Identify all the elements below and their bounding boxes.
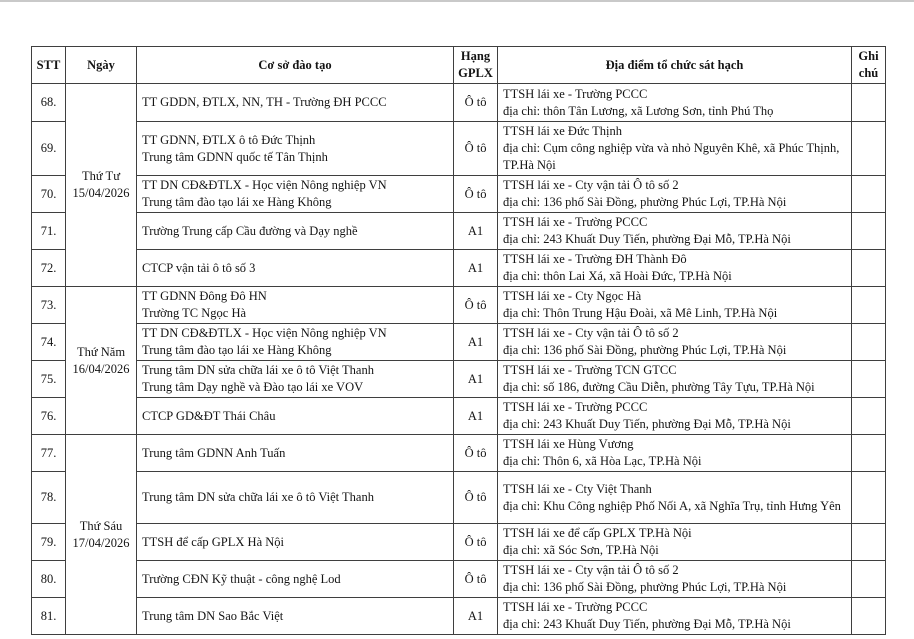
exam-site-cell — [498, 176, 852, 213]
exam-center-address: địa chỉ: 136 phố Sài Đồng, phường Phúc Lợi, TP.Hà Nội — [503, 195, 787, 209]
license-class-cell: A1 — [454, 398, 498, 435]
stt-cell: 68. — [32, 84, 66, 122]
exam-center-name: TTSH lái xe - Cty Ngọc Hà — [503, 289, 642, 303]
note-cell — [852, 435, 886, 472]
facility-line: Trường TC Ngọc Hà — [142, 306, 247, 320]
day-label: Thứ Tư — [82, 169, 120, 183]
exam-center-address: địa chỉ: 243 Khuất Duy Tiến, phường Đại Mỗ, TP.Hà Nội — [503, 617, 791, 631]
license-class-cell: Ô tô — [454, 435, 498, 472]
date-cell — [66, 84, 137, 287]
table-body — [32, 84, 886, 635]
license-class-cell: Ô tô — [454, 287, 498, 324]
exam-center-address: địa chỉ: 136 phố Sài Đồng, phường Phúc Lợi, TP.Hà Nội — [503, 343, 787, 357]
table-row — [32, 472, 886, 524]
table-row — [32, 598, 886, 635]
stt-cell: 78. — [32, 472, 66, 524]
facility-line: TT GDDN, ĐTLX, NN, TH - Trường ĐH PCCC — [142, 95, 387, 109]
facility-line: TT DN CĐ&ĐTLX - Học viện Nông nghiệp VN — [142, 178, 387, 192]
exam-center-address: địa chỉ: Thôn Trung Hậu Đoài, xã Mê Linh, TP.Hà Nội — [503, 306, 778, 320]
exam-center-address: địa chỉ: Thôn 6, xã Hòa Lạc, TP.Hà Nội — [503, 454, 702, 468]
exam-center-name: TTSH lái xe - Cty vận tải Ô tô số 2 — [503, 178, 679, 192]
facility-cell — [137, 561, 454, 598]
facility-cell — [137, 361, 454, 398]
facility-line: CTCP vận tải ô tô số 3 — [142, 260, 256, 275]
exam-center-name: TTSH lái xe - Trường PCCC — [503, 86, 648, 101]
note-cell — [852, 561, 886, 598]
facility-cell — [137, 598, 454, 635]
facility-cell — [137, 524, 454, 561]
facility-cell — [137, 122, 454, 176]
exam-site-cell — [498, 84, 852, 122]
note-cell — [852, 361, 886, 398]
note-cell — [852, 287, 886, 324]
facility-cell — [137, 213, 454, 250]
license-class-cell: A1 — [454, 213, 498, 250]
exam-center-name: TTSH lái xe Đức Thịnh — [503, 124, 623, 138]
table-row — [32, 324, 886, 361]
exam-site-cell — [498, 561, 852, 598]
facility-line: TT GDNN Đông Đô HN — [142, 289, 267, 303]
license-class-cell: A1 — [454, 324, 498, 361]
facility-line: CTCP GD&ĐT Thái Châu — [142, 408, 276, 423]
header-license-class: Hạng GPLX — [454, 47, 498, 84]
facility-line: Trung tâm đào tạo lái xe Hàng Không — [142, 343, 332, 357]
exam-center-address: địa chỉ: thôn Lai Xá, xã Hoài Đức, TP.Hà Nội — [503, 269, 732, 283]
facility-line: Trung tâm GDNN Anh Tuấn — [142, 445, 286, 460]
stt-cell: 77. — [32, 435, 66, 472]
facility-cell — [137, 324, 454, 361]
table-row — [32, 398, 886, 435]
license-class-cell: Ô tô — [454, 84, 498, 122]
note-cell — [852, 122, 886, 176]
license-class-cell: A1 — [454, 250, 498, 287]
date-cell — [66, 287, 137, 435]
table-row — [32, 176, 886, 213]
stt-cell: 70. — [32, 176, 66, 213]
facility-line: Trung tâm DN sửa chữa lái xe ô tô Việt Thanh — [142, 490, 374, 504]
stt-cell: 71. — [32, 213, 66, 250]
header-exam-site: Địa điểm tổ chức sát hạch — [498, 47, 852, 84]
facility-cell — [137, 287, 454, 324]
exam-center-address: địa chỉ: 243 Khuất Duy Tiến, phường Đại Mỗ, TP.Hà Nội — [503, 232, 791, 246]
table-row — [32, 561, 886, 598]
header-stt: STT — [32, 47, 66, 84]
day-label: Thứ Năm — [76, 344, 126, 359]
stt-cell: 76. — [32, 398, 66, 435]
top-divider — [0, 0, 914, 2]
license-class-cell: Ô tô — [454, 122, 498, 176]
facility-line: Trung tâm đào tạo lái xe Hàng Không — [142, 195, 332, 209]
exam-center-name: TTSH lái xe - Trường ĐH Thành Đô — [503, 252, 687, 266]
stt-cell: 73. — [32, 287, 66, 324]
license-class-cell: A1 — [454, 598, 498, 635]
note-cell — [852, 84, 886, 122]
stt-cell: 81. — [32, 598, 66, 635]
exam-center-name: TTSH lái xe - Trường TCN GTCC — [503, 363, 677, 377]
exam-center-address: địa chỉ: 243 Khuất Duy Tiến, phường Đại Mỗ, TP.Hà Nội — [503, 417, 791, 431]
facility-line: TTSH để cấp GPLX Hà Nội — [142, 534, 284, 549]
facility-cell — [137, 472, 454, 524]
license-class-cell: Ô tô — [454, 472, 498, 524]
exam-center-address: địa chỉ: Cụm công nghiệp vừa và nhỏ Nguyên Khê, xã Phúc Thịnh, TP.Hà Nội — [503, 141, 840, 172]
exam-site-cell — [498, 598, 852, 635]
exam-site-cell — [498, 122, 852, 176]
table-row — [32, 122, 886, 176]
exam-site-cell — [498, 361, 852, 398]
day-label: Thứ Sáu — [79, 518, 123, 533]
date-cell — [66, 435, 137, 635]
exam-center-address: địa chỉ: thôn Tân Lương, xã Lương Sơn, tỉnh Phú Thọ — [503, 103, 774, 118]
facility-cell — [137, 398, 454, 435]
facility-line: Trung tâm DN Sao Bắc Việt — [142, 608, 284, 623]
facility-line: Trường CĐN Kỹ thuật - công nghệ Lod — [142, 571, 341, 586]
header-date: Ngày — [66, 47, 137, 84]
table-row — [32, 524, 886, 561]
table-row — [32, 435, 886, 472]
exam-center-name: TTSH lái xe - Trường PCCC — [503, 215, 648, 229]
facility-line: TT GDNN, ĐTLX ô tô Đức Thịnh — [142, 132, 316, 147]
exam-center-address: địa chỉ: 136 phố Sài Đồng, phường Phúc Lợi, TP.Hà Nội — [503, 580, 787, 594]
facility-cell — [137, 250, 454, 287]
date-label: 17/04/2026 — [72, 535, 130, 550]
exam-center-address: địa chỉ: Khu Công nghiệp Phố Nối A, xã Nghĩa Trụ, tỉnh Hưng Yên — [503, 498, 841, 513]
exam-center-address: địa chỉ: số 186, đường Cầu Diễn, phường Tây Tựu, TP.Hà Nội — [503, 380, 815, 394]
exam-site-cell — [498, 398, 852, 435]
note-cell — [852, 598, 886, 635]
exam-center-name: TTSH lái xe - Cty vận tải Ô tô số 2 — [503, 326, 679, 340]
table-row — [32, 361, 886, 398]
exam-center-name: TTSH lái xe - Trường PCCC — [503, 400, 648, 414]
exam-schedule-table — [31, 46, 886, 635]
facility-line: TT DN CĐ&ĐTLX - Học viện Nông nghiệp VN — [142, 326, 387, 340]
stt-cell: 72. — [32, 250, 66, 287]
facility-line: Trung tâm Dạy nghề và Đào tạo lái xe VOV — [142, 380, 364, 394]
facility-line: Trường Trung cấp Cầu đường và Dạy nghề — [142, 223, 358, 238]
exam-site-cell — [498, 435, 852, 472]
note-cell — [852, 250, 886, 287]
facility-cell — [137, 84, 454, 122]
table-row — [32, 287, 886, 324]
note-cell — [852, 472, 886, 524]
header-facility: Cơ sở đào tạo — [137, 47, 454, 84]
exam-site-cell — [498, 287, 852, 324]
license-class-cell: Ô tô — [454, 561, 498, 598]
stt-cell: 75. — [32, 361, 66, 398]
exam-center-name: TTSH lái xe Hùng Vương — [503, 437, 634, 451]
exam-site-cell — [498, 524, 852, 561]
exam-site-cell — [498, 250, 852, 287]
note-cell — [852, 524, 886, 561]
exam-site-cell — [498, 213, 852, 250]
license-class-cell: Ô tô — [454, 524, 498, 561]
exam-center-name: TTSH lái xe - Cty vận tải Ô tô số 2 — [503, 563, 679, 577]
exam-site-cell — [498, 324, 852, 361]
header-note: Ghi chú — [852, 47, 886, 84]
date-label: 15/04/2026 — [72, 186, 130, 200]
exam-center-name: TTSH lái xe - Cty Việt Thanh — [503, 481, 652, 496]
table-header-row — [32, 47, 886, 84]
exam-site-cell — [498, 472, 852, 524]
table-row — [32, 250, 886, 287]
date-label: 16/04/2026 — [72, 361, 130, 376]
license-class-cell: Ô tô — [454, 176, 498, 213]
stt-cell: 79. — [32, 524, 66, 561]
exam-center-name: TTSH lái xe để cấp GPLX TP.Hà Nội — [503, 526, 692, 540]
license-class-cell: A1 — [454, 361, 498, 398]
stt-cell: 80. — [32, 561, 66, 598]
exam-center-name: TTSH lái xe - Trường PCCC — [503, 600, 648, 614]
note-cell — [852, 176, 886, 213]
facility-cell — [137, 176, 454, 213]
table-row — [32, 213, 886, 250]
exam-center-address: địa chỉ: xã Sóc Sơn, TP.Hà Nội — [503, 543, 659, 557]
table-row — [32, 84, 886, 122]
note-cell — [852, 213, 886, 250]
note-cell — [852, 324, 886, 361]
stt-cell: 69. — [32, 122, 66, 176]
stt-cell: 74. — [32, 324, 66, 361]
facility-line: Trung tâm DN sửa chữa lái xe ô tô Việt Thanh — [142, 363, 374, 377]
facility-cell — [137, 435, 454, 472]
facility-line: Trung tâm GDNN quốc tế Tân Thịnh — [142, 149, 328, 164]
note-cell — [852, 398, 886, 435]
